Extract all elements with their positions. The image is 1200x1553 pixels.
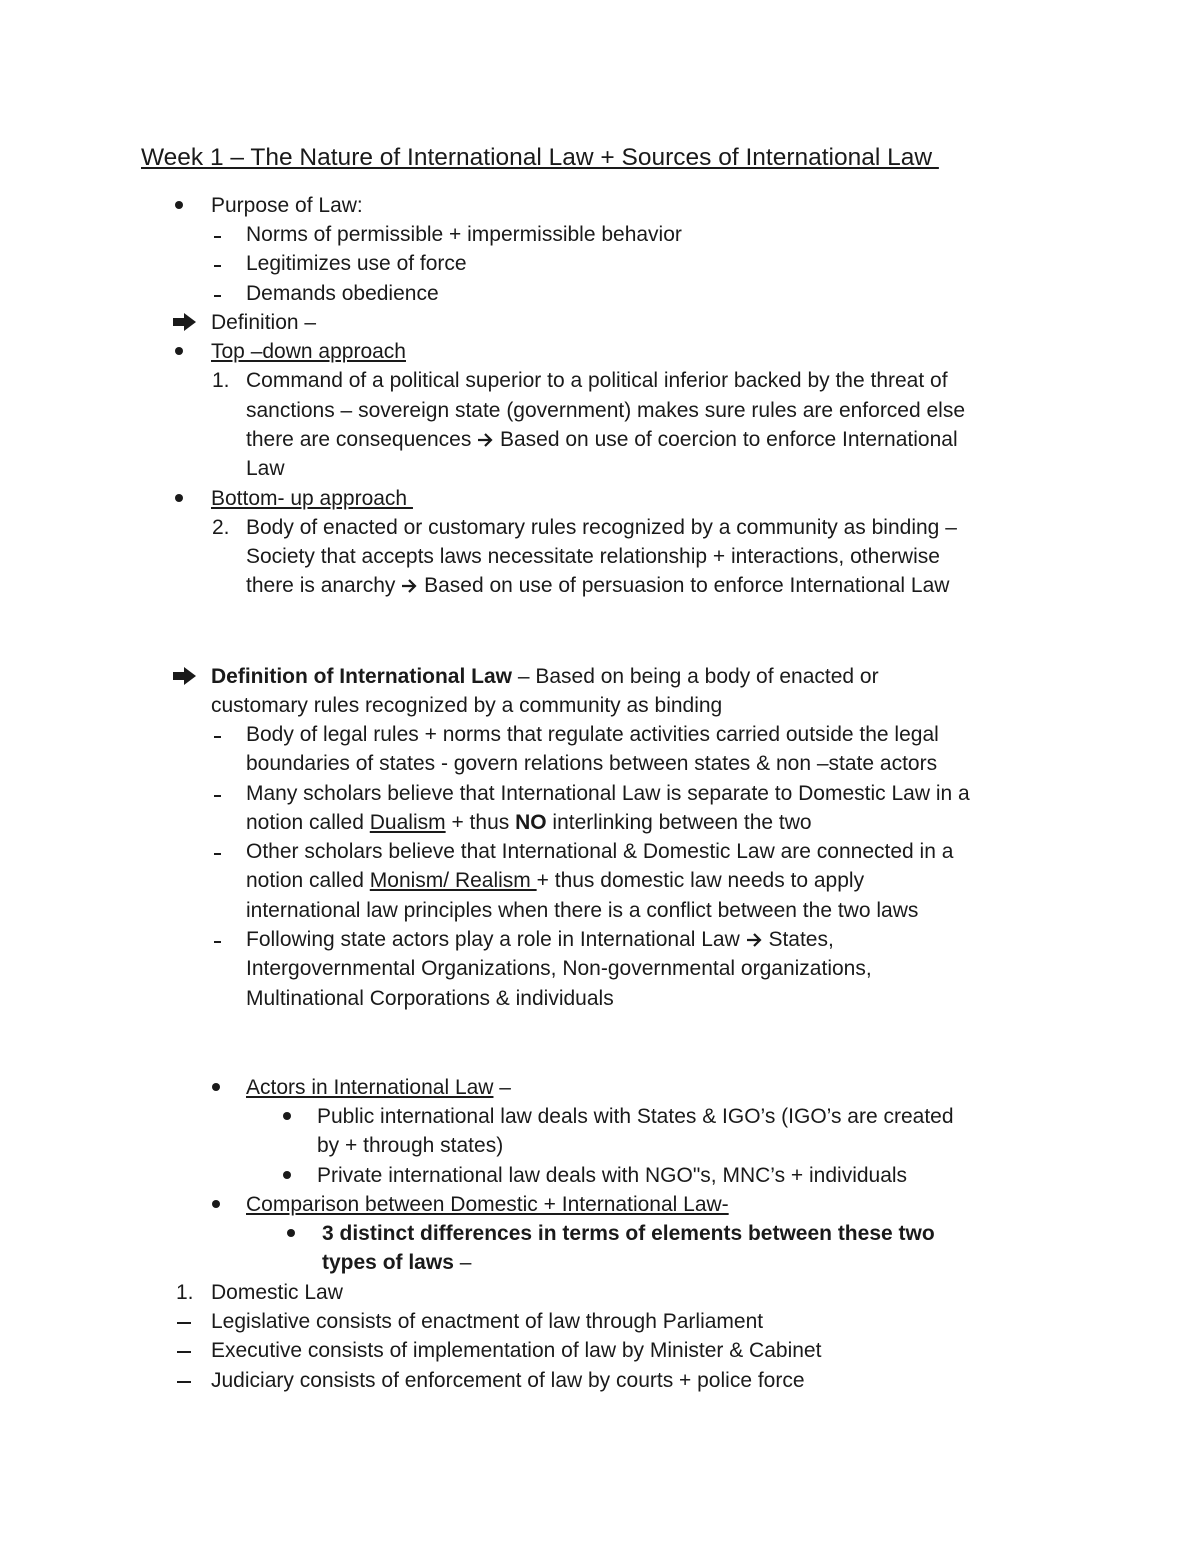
purpose-item: Legitimizes use of force [246, 252, 467, 275]
arrow-right-icon [746, 932, 763, 948]
intl-def-bullet: Intergovernmental Organizations, Non-governmental organizations, [246, 957, 872, 980]
purpose-label: Purpose of Law: [211, 194, 363, 217]
arrow-right-icon [477, 432, 494, 448]
bullet-icon [175, 347, 183, 355]
comparison-note: 3 distinct differences in terms of elements between these two [322, 1222, 935, 1245]
bullet-icon [212, 1200, 220, 1208]
actors-item: Public international law deals with States & IGO’s (IGO’s are created [317, 1105, 954, 1128]
list-number: 1. [176, 1281, 194, 1304]
bullet-icon [283, 1171, 291, 1179]
intl-def-bullet: notion called Dualism + thus NO interlinking between the two [246, 811, 812, 834]
intl-def-bullet: Other scholars believe that International & Domestic Law are connected in a [246, 840, 954, 863]
bullet-icon [287, 1229, 295, 1237]
list-number: 1. [212, 369, 230, 392]
dash-icon [177, 1351, 191, 1353]
comparison-heading: Comparison between Domestic + International Law- [246, 1193, 729, 1216]
intl-def-bullet: boundaries of states - govern relations between states & non –state actors [246, 752, 938, 775]
intl-def-bullet: Many scholars believe that International Law is separate to Domestic Law in a [246, 782, 970, 805]
top-down-line: there are consequences Based on use of coercion to enforce International [246, 428, 958, 451]
list-number: 2. [212, 516, 230, 539]
actors-item: by + through states) [317, 1134, 504, 1157]
top-down-line: Law [246, 457, 285, 480]
domestic-item: Executive consists of implementation of law by Minister & Cabinet [211, 1339, 822, 1362]
bottom-up-heading: Bottom- up approach [211, 487, 413, 510]
bullet-icon [283, 1112, 291, 1120]
arrow-right-icon [172, 312, 198, 332]
intl-def-line: customary rules recognized by a community as binding [211, 694, 723, 717]
dash-icon [177, 1381, 191, 1383]
domestic-label: Domestic Law [211, 1281, 343, 1304]
intl-def-heading: Definition of International Law – Based on being a body of enacted or [211, 665, 879, 688]
definition-label: Definition – [211, 311, 317, 334]
dash-icon [214, 736, 221, 738]
intl-def-bullet: Multinational Corporations & individuals [246, 987, 614, 1010]
purpose-item: Demands obedience [246, 282, 439, 305]
bottom-up-line: there is anarchy Based on use of persuasion to enforce International Law [246, 574, 950, 597]
bullet-icon [175, 494, 183, 502]
bullet-icon [175, 201, 183, 209]
intl-def-bullet: Following state actors play a role in International Law States, [246, 928, 834, 951]
bullet-icon [212, 1083, 220, 1091]
dash-icon [214, 236, 221, 238]
domestic-item: Legislative consists of enactment of law through Parliament [211, 1310, 764, 1333]
page-title: Week 1 – The Nature of International Law + Sources of International Law [141, 144, 939, 171]
bottom-up-line: Society that accepts laws necessitate relationship + interactions, otherwise [246, 545, 940, 568]
actors-heading: Actors in International Law – [246, 1076, 511, 1099]
arrow-right-icon [172, 666, 198, 686]
arrow-right-icon [401, 578, 418, 594]
comparison-note: types of laws – [322, 1251, 472, 1274]
intl-def-bullet: international law principles when there is a conflict between the two laws [246, 899, 919, 922]
dash-icon [214, 265, 221, 267]
top-down-line: Command of a political superior to a political inferior backed by the threat of [246, 369, 948, 392]
intl-def-bullet: notion called Monism/ Realism + thus domestic law needs to apply [246, 869, 865, 892]
bottom-up-line: Body of enacted or customary rules recognized by a community as binding – [246, 516, 957, 539]
intl-def-bullet: Body of legal rules + norms that regulate activities carried outside the legal [246, 723, 939, 746]
dash-icon [177, 1322, 191, 1324]
actors-item: Private international law deals with NGO"s, MNC’s + individuals [317, 1164, 908, 1187]
dash-icon [214, 941, 221, 943]
dash-icon [214, 795, 221, 797]
purpose-item: Norms of permissible + impermissible behavior [246, 223, 682, 246]
domestic-item: Judiciary consists of enforcement of law by courts + police force [211, 1369, 805, 1392]
dash-icon [214, 295, 221, 297]
top-down-heading: Top –down approach [211, 340, 406, 363]
top-down-line: sanctions – sovereign state (government) makes sure rules are enforced else [246, 399, 966, 422]
dash-icon [214, 853, 221, 855]
